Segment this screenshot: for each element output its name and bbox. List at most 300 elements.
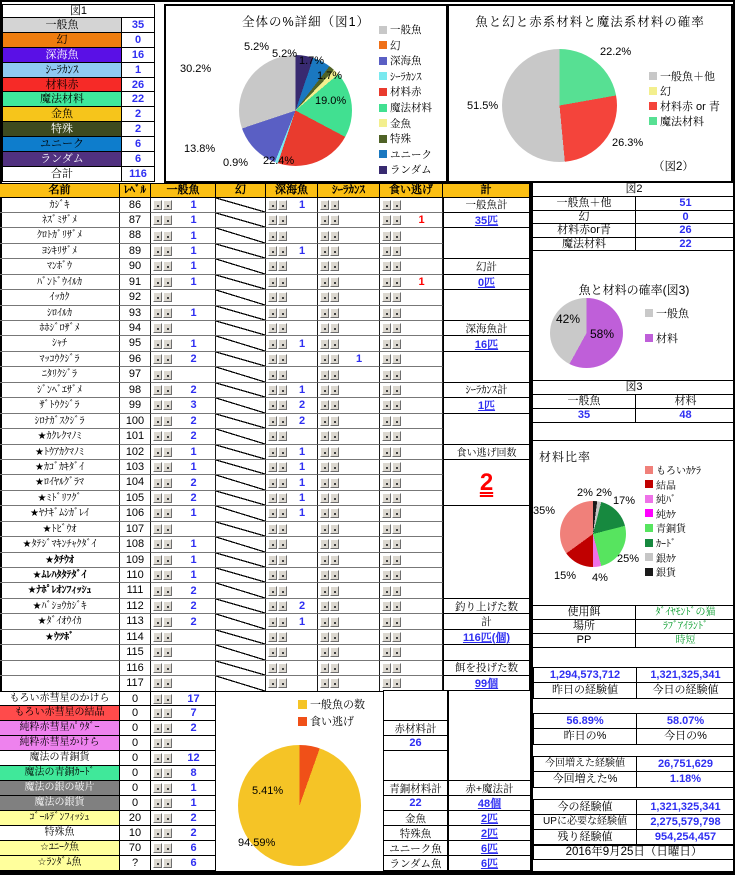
spinner[interactable] [320, 478, 339, 488]
spinner-button-left[interactable] [382, 524, 391, 534]
spinner[interactable] [382, 339, 401, 349]
spinner-button-right[interactable] [278, 570, 287, 580]
spinner-button-left[interactable] [320, 663, 329, 673]
spinner-button-left[interactable] [153, 632, 162, 642]
spinner-button-right[interactable] [278, 508, 287, 518]
spinner[interactable] [382, 261, 401, 271]
spinner-button-left[interactable] [382, 354, 391, 364]
spinner-button-left[interactable] [268, 215, 277, 225]
spinner-button-left[interactable] [268, 570, 277, 580]
spinner-button-left[interactable] [153, 647, 162, 657]
spinner-button-left[interactable] [382, 555, 391, 565]
spinner-button-left[interactable] [382, 323, 391, 333]
spinner[interactable] [382, 678, 401, 688]
spinner[interactable] [153, 858, 172, 868]
spinner[interactable] [153, 246, 172, 256]
spinner[interactable] [268, 647, 287, 657]
spinner-button-right[interactable] [392, 508, 401, 518]
spinner-button-left[interactable] [382, 601, 391, 611]
spinner[interactable] [382, 601, 401, 611]
spinner-button-right[interactable] [330, 478, 339, 488]
spinner-button-right[interactable] [278, 231, 287, 241]
spinner[interactable] [153, 200, 172, 210]
spinner-button-right[interactable] [392, 354, 401, 364]
spinner-button-left[interactable] [153, 601, 162, 611]
spinner[interactable] [320, 416, 339, 426]
spinner-button-left[interactable] [153, 231, 162, 241]
spinner-button-left[interactable] [382, 277, 391, 287]
spinner-button-left[interactable] [268, 400, 277, 410]
spinner-button-right[interactable] [330, 200, 339, 210]
spinner[interactable] [153, 694, 172, 704]
spinner-button-left[interactable] [320, 647, 329, 657]
spinner-button-right[interactable] [278, 678, 287, 688]
spinner-button-right[interactable] [330, 385, 339, 395]
spinner-button-right[interactable] [163, 813, 172, 823]
spinner[interactable] [320, 678, 339, 688]
spinner[interactable] [320, 261, 339, 271]
spinner[interactable] [268, 292, 287, 302]
spinner-button-left[interactable] [153, 539, 162, 549]
spinner[interactable] [153, 323, 172, 333]
spinner[interactable] [153, 370, 172, 380]
spinner-button-left[interactable] [268, 462, 277, 472]
spinner-button-right[interactable] [330, 354, 339, 364]
spinner-button-right[interactable] [392, 261, 401, 271]
spinner-button-right[interactable] [392, 478, 401, 488]
spinner-button-right[interactable] [330, 215, 339, 225]
spinner-button-right[interactable] [330, 678, 339, 688]
spinner-button-left[interactable] [268, 200, 277, 210]
spinner-button-left[interactable] [153, 447, 162, 457]
spinner-button-left[interactable] [320, 678, 329, 688]
spinner-button-left[interactable] [268, 678, 277, 688]
spinner[interactable] [320, 632, 339, 642]
spinner-button-left[interactable] [382, 308, 391, 318]
spinner-button-right[interactable] [163, 783, 172, 793]
spinner-button-left[interactable] [153, 783, 162, 793]
spinner-button-left[interactable] [382, 200, 391, 210]
spinner[interactable] [153, 400, 172, 410]
spinner-button-right[interactable] [278, 524, 287, 534]
spinner-button-right[interactable] [392, 632, 401, 642]
spinner[interactable] [382, 385, 401, 395]
spinner-button-left[interactable] [153, 493, 162, 503]
spinner-button-left[interactable] [382, 478, 391, 488]
spinner[interactable] [153, 798, 172, 808]
spinner-button-left[interactable] [382, 678, 391, 688]
spinner-button-left[interactable] [268, 586, 277, 596]
spinner-button-right[interactable] [392, 231, 401, 241]
spinner-button-left[interactable] [153, 858, 162, 868]
spinner-button-left[interactable] [268, 416, 277, 426]
spinner[interactable] [320, 570, 339, 580]
spinner-button-left[interactable] [320, 292, 329, 302]
spinner-button-right[interactable] [163, 215, 172, 225]
spinner[interactable] [153, 539, 172, 549]
spinner[interactable] [153, 723, 172, 733]
spinner-button-right[interactable] [330, 323, 339, 333]
spinner-button-right[interactable] [163, 416, 172, 426]
spinner[interactable] [268, 385, 287, 395]
spinner-button-right[interactable] [278, 601, 287, 611]
spinner-button-right[interactable] [330, 431, 339, 441]
spinner[interactable] [153, 843, 172, 853]
spinner-button-right[interactable] [392, 586, 401, 596]
spinner-button-right[interactable] [163, 647, 172, 657]
spinner-button-right[interactable] [330, 539, 339, 549]
spinner[interactable] [382, 539, 401, 549]
spinner[interactable] [320, 663, 339, 673]
spinner[interactable] [268, 555, 287, 565]
spinner[interactable] [268, 570, 287, 580]
spinner-button-right[interactable] [163, 601, 172, 611]
spinner[interactable] [268, 678, 287, 688]
spinner-button-left[interactable] [268, 555, 277, 565]
spinner-button-right[interactable] [330, 493, 339, 503]
spinner-button-left[interactable] [153, 738, 162, 748]
spinner-button-right[interactable] [392, 308, 401, 318]
spinner-button-right[interactable] [330, 231, 339, 241]
spinner[interactable] [153, 431, 172, 441]
spinner-button-right[interactable] [392, 246, 401, 256]
spinner-button-right[interactable] [163, 200, 172, 210]
spinner[interactable] [268, 400, 287, 410]
spinner-button-right[interactable] [163, 555, 172, 565]
spinner-button-right[interactable] [278, 292, 287, 302]
spinner[interactable] [153, 768, 172, 778]
spinner-button-right[interactable] [278, 416, 287, 426]
spinner-button-right[interactable] [278, 246, 287, 256]
spinner[interactable] [320, 524, 339, 534]
spinner-button-right[interactable] [163, 768, 172, 778]
spinner-button-right[interactable] [392, 647, 401, 657]
spinner-button-left[interactable] [153, 663, 162, 673]
spinner-button-right[interactable] [278, 431, 287, 441]
spinner[interactable] [382, 246, 401, 256]
spinner[interactable] [268, 617, 287, 627]
spinner-button-left[interactable] [320, 447, 329, 457]
spinner-button-right[interactable] [278, 447, 287, 457]
spinner-button-left[interactable] [153, 292, 162, 302]
spinner[interactable] [153, 493, 172, 503]
spinner-button-right[interactable] [163, 400, 172, 410]
spinner-button-right[interactable] [330, 462, 339, 472]
spinner-button-right[interactable] [330, 370, 339, 380]
spinner-button-right[interactable] [330, 277, 339, 287]
spinner-button-left[interactable] [320, 601, 329, 611]
spinner-button-right[interactable] [163, 308, 172, 318]
spinner[interactable] [153, 524, 172, 534]
spinner[interactable] [153, 555, 172, 565]
spinner-button-right[interactable] [330, 601, 339, 611]
spinner[interactable] [320, 277, 339, 287]
spinner-button-right[interactable] [392, 524, 401, 534]
spinner-button-right[interactable] [163, 663, 172, 673]
spinner-button-right[interactable] [163, 508, 172, 518]
spinner-button-left[interactable] [320, 462, 329, 472]
spinner-button-right[interactable] [330, 292, 339, 302]
spinner-button-left[interactable] [268, 431, 277, 441]
spinner-button-right[interactable] [392, 339, 401, 349]
spinner[interactable] [153, 508, 172, 518]
spinner[interactable] [153, 308, 172, 318]
spinner-button-right[interactable] [163, 570, 172, 580]
spinner-button-left[interactable] [153, 555, 162, 565]
spinner-button-left[interactable] [382, 416, 391, 426]
spinner[interactable] [268, 215, 287, 225]
spinner[interactable] [153, 215, 172, 225]
spinner-button-left[interactable] [153, 617, 162, 627]
spinner-button-right[interactable] [163, 261, 172, 271]
spinner[interactable] [153, 416, 172, 426]
spinner-button-right[interactable] [163, 292, 172, 302]
spinner-button-right[interactable] [163, 339, 172, 349]
spinner[interactable] [153, 570, 172, 580]
spinner-button-left[interactable] [153, 339, 162, 349]
spinner-button-right[interactable] [392, 539, 401, 549]
spinner-button-left[interactable] [320, 354, 329, 364]
spinner-button-right[interactable] [163, 462, 172, 472]
spinner-button-right[interactable] [278, 617, 287, 627]
spinner[interactable] [382, 292, 401, 302]
spinner-button-right[interactable] [392, 370, 401, 380]
spinner-button-left[interactable] [320, 478, 329, 488]
spinner-button-left[interactable] [153, 308, 162, 318]
spinner-button-left[interactable] [268, 508, 277, 518]
spinner-button-left[interactable] [153, 694, 162, 704]
spinner[interactable] [268, 261, 287, 271]
spinner-button-right[interactable] [278, 493, 287, 503]
spinner-button-left[interactable] [268, 339, 277, 349]
spinner-button-left[interactable] [268, 385, 277, 395]
spinner-button-right[interactable] [278, 200, 287, 210]
spinner-button-right[interactable] [278, 539, 287, 549]
spinner[interactable] [153, 647, 172, 657]
spinner-button-right[interactable] [330, 447, 339, 457]
spinner-button-right[interactable] [392, 493, 401, 503]
spinner[interactable] [268, 478, 287, 488]
spinner[interactable] [268, 632, 287, 642]
spinner-button-left[interactable] [320, 586, 329, 596]
spinner-button-right[interactable] [278, 400, 287, 410]
spinner-button-left[interactable] [382, 431, 391, 441]
spinner-button-left[interactable] [320, 308, 329, 318]
spinner-button-right[interactable] [163, 738, 172, 748]
spinner-button-right[interactable] [392, 462, 401, 472]
spinner-button-left[interactable] [153, 508, 162, 518]
spinner-button-left[interactable] [268, 632, 277, 642]
spinner[interactable] [153, 678, 172, 688]
spinner[interactable] [320, 462, 339, 472]
spinner-button-left[interactable] [320, 632, 329, 642]
spinner-button-left[interactable] [382, 539, 391, 549]
spinner[interactable] [320, 354, 339, 364]
spinner-button-left[interactable] [153, 385, 162, 395]
spinner-button-left[interactable] [153, 354, 162, 364]
spinner[interactable] [320, 555, 339, 565]
spinner-button-right[interactable] [163, 478, 172, 488]
spinner-button-right[interactable] [330, 632, 339, 642]
spinner[interactable] [320, 647, 339, 657]
spinner[interactable] [382, 277, 401, 287]
spinner-button-right[interactable] [163, 277, 172, 287]
spinner-button-right[interactable] [163, 539, 172, 549]
spinner[interactable] [153, 231, 172, 241]
spinner-button-right[interactable] [163, 753, 172, 763]
spinner-button-left[interactable] [153, 323, 162, 333]
spinner-button-left[interactable] [153, 215, 162, 225]
spinner[interactable] [382, 416, 401, 426]
spinner-button-right[interactable] [330, 555, 339, 565]
spinner-button-right[interactable] [392, 431, 401, 441]
spinner-button-left[interactable] [320, 539, 329, 549]
spinner-button-left[interactable] [382, 246, 391, 256]
spinner-button-left[interactable] [382, 617, 391, 627]
spinner-button-left[interactable] [268, 539, 277, 549]
spinner-button-left[interactable] [268, 478, 277, 488]
spinner-button-left[interactable] [153, 400, 162, 410]
spinner-button-left[interactable] [153, 708, 162, 718]
spinner-button-right[interactable] [392, 555, 401, 565]
spinner-button-right[interactable] [278, 555, 287, 565]
spinner[interactable] [268, 308, 287, 318]
spinner-button-left[interactable] [382, 447, 391, 457]
spinner[interactable] [153, 738, 172, 748]
spinner-button-right[interactable] [392, 385, 401, 395]
spinner-button-left[interactable] [268, 246, 277, 256]
spinner-button-right[interactable] [163, 431, 172, 441]
spinner-button-left[interactable] [268, 292, 277, 302]
spinner[interactable] [268, 416, 287, 426]
spinner-button-left[interactable] [268, 617, 277, 627]
spinner[interactable] [153, 632, 172, 642]
spinner-button-right[interactable] [278, 586, 287, 596]
spinner-button-left[interactable] [153, 416, 162, 426]
spinner[interactable] [320, 601, 339, 611]
spinner-button-right[interactable] [278, 632, 287, 642]
spinner[interactable] [382, 431, 401, 441]
spinner-button-right[interactable] [163, 632, 172, 642]
spinner[interactable] [382, 555, 401, 565]
spinner-button-left[interactable] [320, 261, 329, 271]
spinner-button-right[interactable] [163, 246, 172, 256]
spinner[interactable] [153, 385, 172, 395]
spinner-button-left[interactable] [382, 493, 391, 503]
spinner-button-right[interactable] [278, 277, 287, 287]
spinner-button-left[interactable] [320, 570, 329, 580]
spinner-button-right[interactable] [392, 323, 401, 333]
spinner[interactable] [153, 261, 172, 271]
spinner-button-right[interactable] [163, 231, 172, 241]
spinner-button-right[interactable] [392, 617, 401, 627]
spinner[interactable] [320, 586, 339, 596]
spinner-button-right[interactable] [278, 261, 287, 271]
spinner[interactable] [320, 617, 339, 627]
spinner[interactable] [268, 231, 287, 241]
spinner-button-left[interactable] [382, 370, 391, 380]
spinner-button-right[interactable] [330, 508, 339, 518]
spinner-button-right[interactable] [392, 400, 401, 410]
spinner[interactable] [268, 200, 287, 210]
spinner-button-right[interactable] [278, 370, 287, 380]
spinner-button-left[interactable] [382, 663, 391, 673]
spinner-button-right[interactable] [330, 647, 339, 657]
spinner-button-right[interactable] [163, 447, 172, 457]
spinner-button-right[interactable] [392, 570, 401, 580]
spinner[interactable] [320, 200, 339, 210]
spinner-button-left[interactable] [268, 663, 277, 673]
spinner-button-left[interactable] [153, 723, 162, 733]
spinner-button-right[interactable] [330, 524, 339, 534]
spinner[interactable] [382, 308, 401, 318]
spinner[interactable] [320, 215, 339, 225]
spinner[interactable] [320, 370, 339, 380]
spinner[interactable] [268, 462, 287, 472]
spinner[interactable] [268, 354, 287, 364]
spinner-button-left[interactable] [153, 753, 162, 763]
spinner-button-right[interactable] [392, 601, 401, 611]
spinner-button-right[interactable] [330, 416, 339, 426]
spinner-button-right[interactable] [163, 798, 172, 808]
spinner-button-right[interactable] [330, 308, 339, 318]
spinner-button-right[interactable] [163, 723, 172, 733]
spinner-button-right[interactable] [278, 647, 287, 657]
spinner[interactable] [268, 370, 287, 380]
spinner-button-left[interactable] [320, 200, 329, 210]
spinner-button-left[interactable] [320, 416, 329, 426]
spinner-button-left[interactable] [382, 462, 391, 472]
spinner-button-right[interactable] [163, 828, 172, 838]
spinner[interactable] [268, 508, 287, 518]
spinner-button-right[interactable] [278, 354, 287, 364]
spinner[interactable] [268, 663, 287, 673]
spinner-button-right[interactable] [392, 292, 401, 302]
spinner[interactable] [320, 493, 339, 503]
spinner-button-right[interactable] [330, 586, 339, 596]
spinner-button-right[interactable] [392, 215, 401, 225]
spinner-button-left[interactable] [382, 508, 391, 518]
spinner-button-left[interactable] [153, 798, 162, 808]
spinner-button-right[interactable] [163, 708, 172, 718]
spinner-button-right[interactable] [163, 385, 172, 395]
spinner-button-left[interactable] [153, 246, 162, 256]
spinner[interactable] [268, 586, 287, 596]
spinner-button-right[interactable] [163, 843, 172, 853]
spinner-button-left[interactable] [320, 370, 329, 380]
spinner-button-left[interactable] [320, 339, 329, 349]
spinner-button-right[interactable] [163, 586, 172, 596]
spinner-button-right[interactable] [330, 261, 339, 271]
spinner-button-left[interactable] [320, 524, 329, 534]
spinner-button-right[interactable] [278, 308, 287, 318]
spinner-button-right[interactable] [278, 385, 287, 395]
spinner[interactable] [382, 647, 401, 657]
spinner[interactable] [153, 478, 172, 488]
spinner[interactable] [153, 447, 172, 457]
spinner-button-right[interactable] [163, 678, 172, 688]
spinner-button-right[interactable] [278, 215, 287, 225]
spinner[interactable] [320, 539, 339, 549]
spinner[interactable] [382, 524, 401, 534]
spinner[interactable] [382, 323, 401, 333]
spinner-button-right[interactable] [163, 524, 172, 534]
spinner-button-right[interactable] [278, 462, 287, 472]
spinner[interactable] [153, 617, 172, 627]
spinner[interactable] [153, 783, 172, 793]
spinner-button-left[interactable] [268, 447, 277, 457]
spinner-button-right[interactable] [163, 323, 172, 333]
